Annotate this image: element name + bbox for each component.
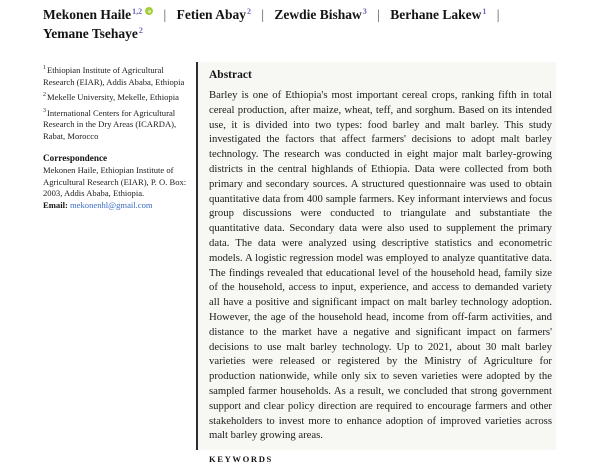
author-line-2 (43, 24, 563, 43)
correspondence-body: Mekonen Haile, Ethiopian Institute of Agricultural Research (EIAR), P. O. Box: 2003, Addis Ababa, Ethiopia. (43, 165, 187, 198)
author-line-1 (43, 5, 563, 24)
email-label: Email: (43, 199, 68, 210)
affiliation-text: Mekelle University, Mekelle, Ethiopia (47, 92, 179, 102)
author-name-text: Yemane Tsehaye (43, 26, 138, 41)
orcid-icon[interactable] (145, 7, 153, 15)
affiliation-text: International Centers for Agricultural Research in the Dry Areas (ICARDA), Rabat, Morocco (43, 107, 177, 141)
author-name-text: Zewdie Bishaw (274, 7, 362, 22)
author-separator: | (377, 7, 380, 22)
affiliation-3 (43, 108, 190, 143)
author-affiliation-superscript: 3 (362, 6, 367, 16)
author-name (43, 26, 143, 41)
author-name-text: Fetien Abay (176, 7, 246, 22)
author-affiliation-superscript: 2 (246, 6, 251, 16)
author-list (43, 5, 563, 43)
correspondence-heading: Correspondence (43, 153, 108, 163)
author-affiliation-superscript: 1 (482, 6, 487, 16)
keywords-heading: KEYWORDS (209, 454, 273, 464)
affiliation-2 (43, 92, 190, 104)
email-link[interactable]: mekonenhl@gmail.com (69, 199, 153, 210)
author-separator: | (496, 7, 500, 22)
affiliation-superscript: 3 (43, 107, 46, 114)
author-affiliation-superscript: 2 (138, 25, 143, 35)
author-name (390, 7, 486, 22)
author-name (43, 7, 142, 22)
author-separator: | (163, 7, 167, 22)
author-name (177, 7, 251, 22)
abstract-body: Barley is one of Ethiopia's most important cereal crops, ranking fifth in total cereal production, after maize, wheat, teff, and sorghum. Based on its intended use, it is divided into two types: food barley and malt barley. This study investigated the factors that affect farmers' decisions to adopt malt barley technology. The research was conducted in eight major malt barley-growing districts in the central highlands of Ethiopia. Data were collected from both primary and secondary sources. A structured questionnaire was used to obtain quantitative data from 400 sample farmers. Key informant interviews and focus group discussions were conducted to triangulate and substantiate the quantitative data. Secondary data were also used to supplement the primary data. The data were analyzed using descriptive statistics and econometric models. A logistic regression model was employed to analyze quantitative data. The findings revealed that educational level of the household head, family size of the household, access to input, experience, and access to demanded variety all have a positive and significant impact on malt barley technology adoption. However, the age of the household head, income from off-farm activities, and distance to the market have a negative and significant impact on farmers' decisions to use malt barley technology. Up to 2021, about 30 malt barley varieties were released or registered by the Ministry of Agriculture for production nationwide, while only six to seven varieties were adopted by the sampled farmer households. As a result, we concluded that strong government support and clear policy direction are required to encourage farmers and other stakeholders to invest more to enhance adoption of improved varieties across malt barley growing areas. (209, 89, 552, 442)
affiliation-1 (43, 65, 190, 88)
affiliation-superscript: 2 (43, 92, 46, 99)
affiliation-text: Ethiopian Institute of Agricultural Research (EIAR), Addis Ababa, Ethiopia (43, 65, 185, 87)
affiliations-column (43, 65, 190, 211)
affiliation-superscript: 1 (43, 65, 46, 72)
author-separator: | (261, 7, 265, 22)
abstract-section (198, 62, 556, 464)
abstract-heading: Abstract (209, 69, 252, 81)
author-name (274, 7, 366, 22)
author-affiliation-superscript: 1,2 (132, 6, 143, 16)
author-name-text: Mekonen Haile (43, 7, 132, 22)
author-name-text: Berhane Lakew (390, 7, 482, 22)
correspondence-email-line (43, 200, 190, 212)
